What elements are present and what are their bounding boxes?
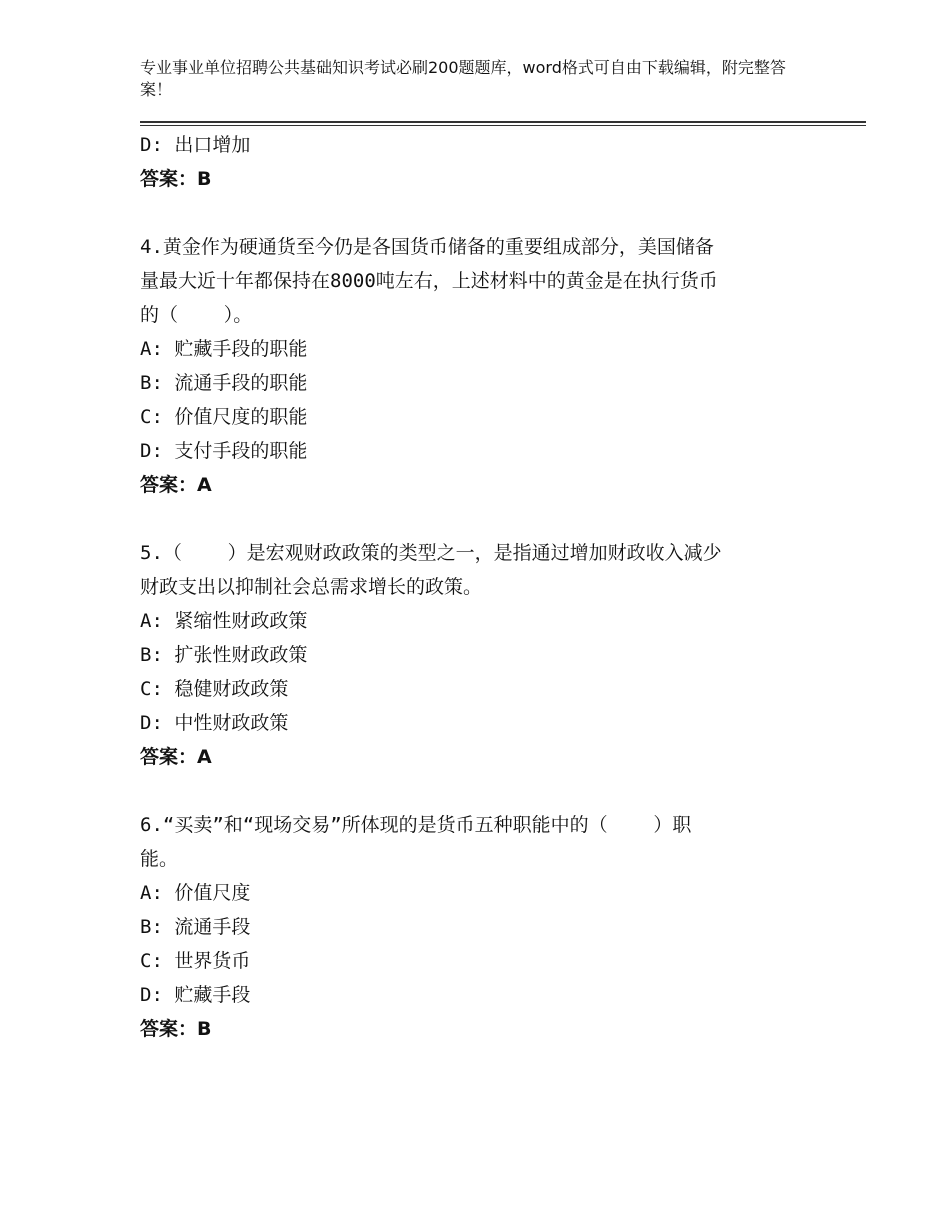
answer: 答案：A: [140, 746, 212, 768]
question-stem-line: 的（ ）。: [140, 304, 253, 326]
answer: 答案：B: [140, 1018, 212, 1040]
option-b: B: 扩张性财政政策: [140, 644, 308, 666]
question-stem-line: 4.黄金作为硬通货至今仍是各国货币储备的重要组成部分，美国储备: [140, 236, 714, 258]
header-rule-thick: [140, 121, 866, 123]
option-a: A: 价值尺度: [140, 882, 251, 904]
question-stem-line: 财政支出以抑制社会总需求增长的政策。: [140, 576, 483, 598]
page-header: 专业事业单位招聘公共基础知识考试必刷200题题库，word格式可自由下载编辑，附完整答案！: [140, 58, 786, 99]
option-b: B: 流通手段的职能: [140, 372, 308, 394]
question-stem-line: 量最大近十年都保持在8000吨左右，上述材料中的黄金是在执行货币: [140, 270, 718, 292]
prev-option-d: D: 出口增加: [140, 134, 251, 156]
question-5: [140, 536, 820, 774]
document-body: [140, 128, 820, 1046]
option-d: D: 贮藏手段: [140, 984, 251, 1006]
spacer: [140, 196, 820, 230]
option-d: D: 中性财政政策: [140, 712, 289, 734]
option-a: A: 紧缩性财政政策: [140, 610, 308, 632]
question-stem-line: 5.（ ）是宏观财政政策的类型之一，是指通过增加财政收入减少: [140, 542, 722, 564]
answer: 答案：A: [140, 474, 212, 496]
option-c: C: 稳健财政政策: [140, 678, 289, 700]
option-a: A: 贮藏手段的职能: [140, 338, 308, 360]
header-rule-thin: [140, 125, 866, 126]
question-stem-line: 6.“买卖”和“现场交易”所体现的是货币五种职能中的（ ）职: [140, 814, 692, 836]
option-c: C: 价值尺度的职能: [140, 406, 308, 428]
prev-answer: 答案：B: [140, 168, 212, 190]
option-c: C: 世界货币: [140, 950, 251, 972]
question-6: [140, 808, 820, 1046]
spacer: [140, 774, 820, 808]
option-d: D: 支付手段的职能: [140, 440, 308, 462]
option-b: B: 流通手段: [140, 916, 251, 938]
question-4: [140, 230, 820, 502]
spacer: [140, 502, 820, 536]
question-stem-line: 能。: [140, 848, 179, 870]
